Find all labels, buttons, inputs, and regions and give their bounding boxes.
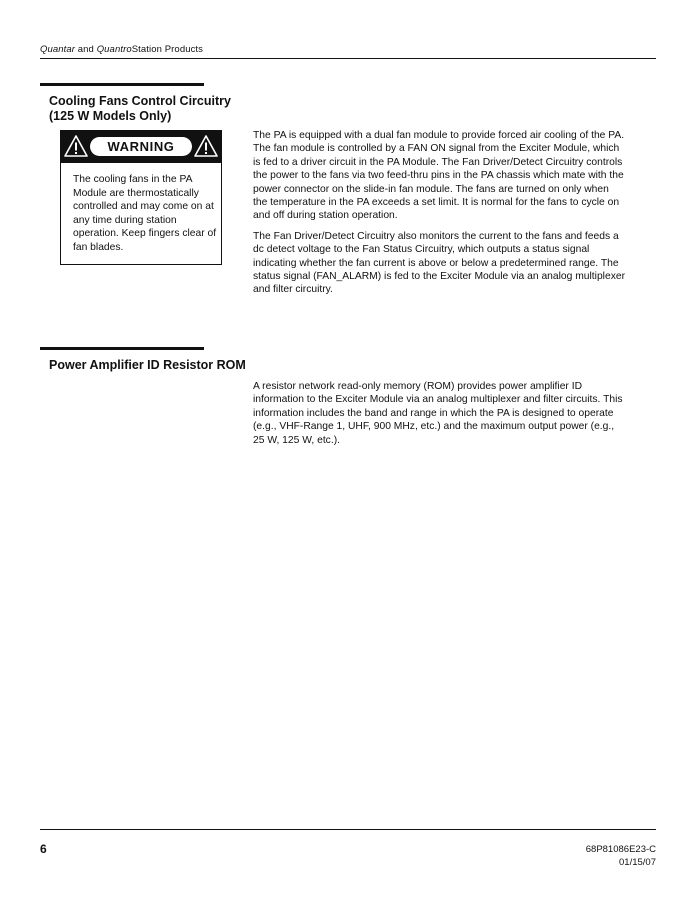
header-conjunction: and [77, 44, 94, 55]
section-heading-line-2: (125 W Models Only) [49, 109, 172, 123]
page-number: 6 [40, 842, 47, 856]
header-rest: Station Products [131, 44, 204, 55]
section-bar-pa-id-rom [40, 347, 204, 350]
paragraph: The PA is equipped with a dual fan module to provide forced air cooling of the PA. The fan module is controlled by a FAN ON signal from the Exciter Module, which is fed to a driver circuit in the PA Module. The Fan Driver/Detect Circuitry controls the power to the fans via two feed-thru pins in the PA chassis which mate with the power connector on the slide-in fan module. The fans are turned on only when the temperature in the PA exceeds a set limit. It is normal for the fans to cycle on and off during station operation. [253, 130, 625, 222]
section-bar-cooling-fans [40, 83, 204, 86]
section-body-pa-id-rom [253, 380, 625, 454]
warning-triangle-icon [64, 134, 88, 158]
section-heading-line-1: Cooling Fans Control Circuitry [49, 94, 231, 108]
section-body-cooling-fans [253, 129, 625, 304]
doc-date: 01/15/07 [619, 856, 656, 868]
header-rule [40, 58, 656, 59]
warning-text: The cooling fans in the PA Module are thermostatically controlled and may come on at any time during station operation. Keep fingers clear of fan blades. [73, 174, 217, 253]
section-heading-cooling-fans [49, 94, 231, 124]
paragraph: The Fan Driver/Detect Circuitry also monitors the current to the fans and feeds a dc detect voltage to the Fan Status Circuitry, which outputs a status signal indicating whether the fan current is above or below a predetermined range. The status signal (FAN_ALARM) is fed to the Exciter Module via an analog multiplexer and filter circuitry. [253, 230, 626, 296]
paragraph: A resistor network read-only memory (ROM) provides power amplifier ID information to the Exciter Module via an analog multiplexer and filter circuits. This information includes the band and range in which the PA is designed to operate (e.g., VHF-Range 1, UHF, 900 MHz, etc.) and the maximum output power (e.g., 25 W, 125 W, etc.). [253, 381, 623, 446]
header-brand-quantar: Quantar [40, 44, 76, 55]
section-heading-pa-id-rom: Power Amplifier ID Resistor ROM [49, 358, 246, 372]
warning-header [61, 131, 221, 163]
doc-number: 68P81086E23-C [585, 844, 656, 855]
warning-label: WARNING [90, 137, 192, 156]
footer-rule [40, 829, 656, 830]
header-brand-quantro: Quantro [96, 44, 132, 55]
warning-triangle-icon [194, 134, 218, 158]
warning-box [60, 130, 222, 265]
running-header [40, 44, 203, 55]
document-id [586, 844, 656, 869]
